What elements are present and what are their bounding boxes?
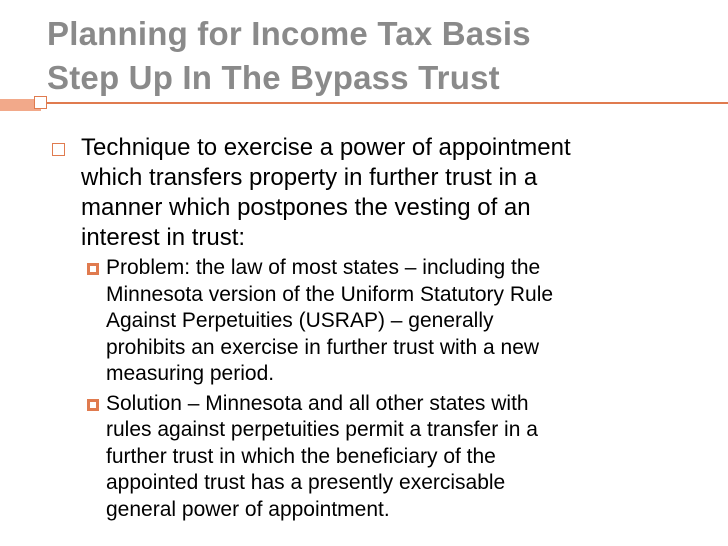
sub-bullet-text-line: further trust in which the beneficiary of the	[106, 444, 496, 468]
bullet-text-line: Technique to exercise a power of appointment	[81, 134, 571, 161]
sub-bullet-list	[49, 255, 719, 523]
sub-bullet-text-line: measuring period.	[106, 362, 275, 385]
sub-bullet-text-line: Minnesota version of the Uniform Statutory Rule	[106, 282, 554, 306]
bullet-text-line: which transfers property in further trust in a	[81, 164, 538, 191]
sub-bullet-text-line: rules against perpetuities permit a transfer in a	[106, 418, 538, 441]
sub-bullet-text-line: Problem: the law of most states – including the	[106, 256, 541, 279]
sub-bullet-text-line: prohibits an exercise in further trust with a new	[106, 335, 540, 359]
bullet-text-line: interest in trust:	[81, 224, 246, 251]
sub-bullet-solution	[49, 391, 719, 524]
sub-bullet-text-line: Against Perpetuities (USRAP) – generally	[106, 309, 494, 332]
bullet-text-line: manner which postpones the vesting of an	[81, 194, 531, 221]
sub-bullet-text-line: general power of appointment.	[106, 497, 390, 521]
sub-bullet-text-line: appointed trust has a presently exercisable	[106, 471, 506, 494]
sub-bullet-text-line: Solution – Minnesota and all other states with	[106, 391, 529, 415]
filled-square-bullet-icon	[87, 399, 99, 411]
bullet-level-1	[49, 133, 719, 253]
sub-bullet-problem	[49, 255, 719, 388]
title-accent-square	[34, 96, 47, 109]
title-divider-line	[47, 102, 728, 104]
slide-body	[49, 133, 719, 526]
filled-square-bullet-icon	[87, 263, 99, 275]
hollow-square-bullet-icon	[52, 143, 65, 156]
slide-title	[47, 12, 717, 100]
slide-title-line-1: Planning for Income Tax Basis	[47, 15, 531, 52]
slide-title-line-2: Step Up In The Bypass Trust	[47, 59, 500, 96]
